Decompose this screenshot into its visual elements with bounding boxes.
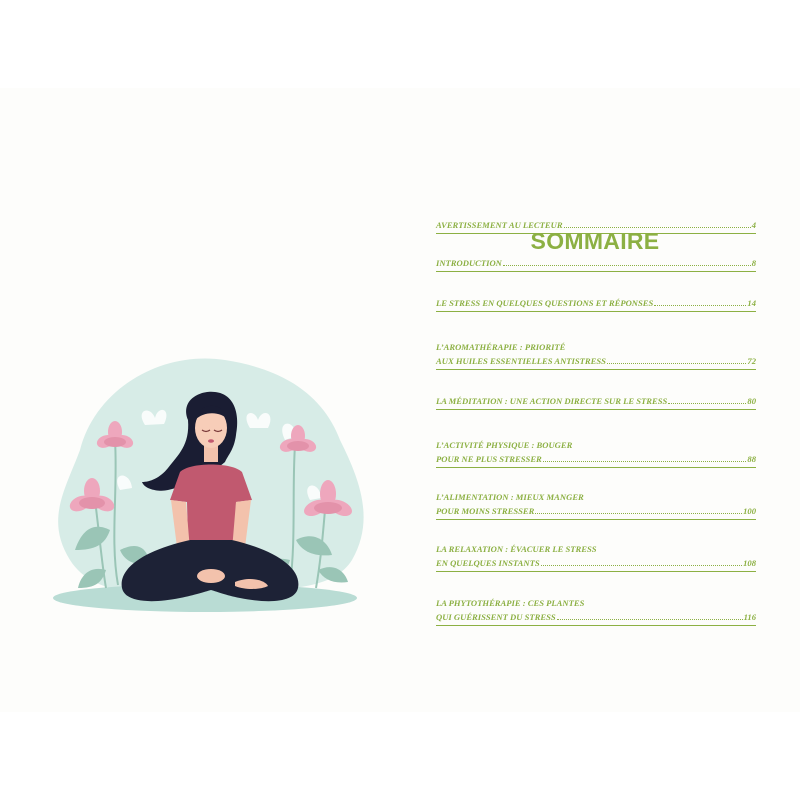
toc-entry-page-number: 100 [743,506,756,516]
toc-title: SOMMAIRE [530,228,660,254]
toc-entry-title: LA MÉDITATION : UNE ACTION DIRECTE SUR LE STRESS [436,396,668,406]
toc-entry-page-number: 8 [751,258,756,268]
toc-entry-line [436,218,756,232]
toc-entry-title: LA RELAXATION : ÉVACUER LE STRESS [436,544,597,554]
toc-entry[interactable] [436,542,756,572]
toc-entry-line [436,596,756,610]
toc-entry[interactable] [436,256,756,272]
toc-entry-line [436,340,756,354]
meditation-illustration [40,350,370,620]
book-spread [0,88,800,712]
toc-entry-page-number: 80 [747,396,756,406]
toc-entry-page-number: 72 [747,356,756,366]
toc-entry-line [436,354,756,368]
toc-entry[interactable] [436,340,756,370]
toc-entry-line [436,556,756,570]
toc-entry-page-number: 4 [751,220,756,230]
toc-entry-title: INTRODUCTION [436,258,502,268]
toc-entry-title: L’ALIMENTATION : MIEUX MANGER [436,492,584,502]
toc-entry-line [436,438,756,452]
dot-leader [541,564,742,566]
toc-entry[interactable] [436,438,756,468]
dot-leader [654,304,746,306]
toc-entry-title: POUR NE PLUS STRESSER [436,454,542,464]
toc-entry-line [436,504,756,518]
dot-leader [564,226,751,228]
toc-entry-title: AVERTISSEMENT AU LECTEUR [436,220,563,230]
dot-leader [668,402,746,404]
toc-entry-page-number: 108 [743,558,756,568]
toc-entry-title: AUX HUILES ESSENTIELLES ANTISTRESS [436,356,606,366]
dot-leader [557,618,743,620]
toc-entry[interactable] [436,490,756,520]
toc-entry-line [436,610,756,624]
toc-entry-page-number: 88 [747,454,756,464]
toc-entry-line [436,490,756,504]
dot-leader [607,362,746,364]
toc-entry[interactable] [436,394,756,410]
toc-entry-title: POUR MOINS STRESSER [436,506,535,516]
toc-entry[interactable] [436,596,756,626]
dot-leader [543,460,747,462]
toc-entry-title: L’AROMATHÉRAPIE : PRIORITÉ [436,342,566,352]
toc-entry-title: EN QUELQUES INSTANTS [436,558,540,568]
toc-entry-page-number: 14 [747,298,756,308]
toc-entry-page-number: 116 [743,612,756,622]
dot-leader [535,512,742,514]
toc-entry-line [436,452,756,466]
toc-entry-title: LE STRESS EN QUELQUES QUESTIONS ET RÉPONSES [436,298,654,308]
toc-entry-line [436,256,756,270]
toc-entry-line [436,542,756,556]
toc-entry[interactable] [436,296,756,312]
toc-entry-line [436,394,756,408]
toc-entry[interactable] [436,218,756,234]
toc-entry-line [436,296,756,310]
toc-entry-title: QUI GUÉRISSENT DU STRESS [436,612,556,622]
dot-leader [503,264,751,266]
toc-entry-title: L’ACTIVITÉ PHYSIQUE : BOUGER [436,440,573,450]
toc-entry-title: LA PHYTOTHÉRAPIE : CES PLANTES [436,598,585,608]
